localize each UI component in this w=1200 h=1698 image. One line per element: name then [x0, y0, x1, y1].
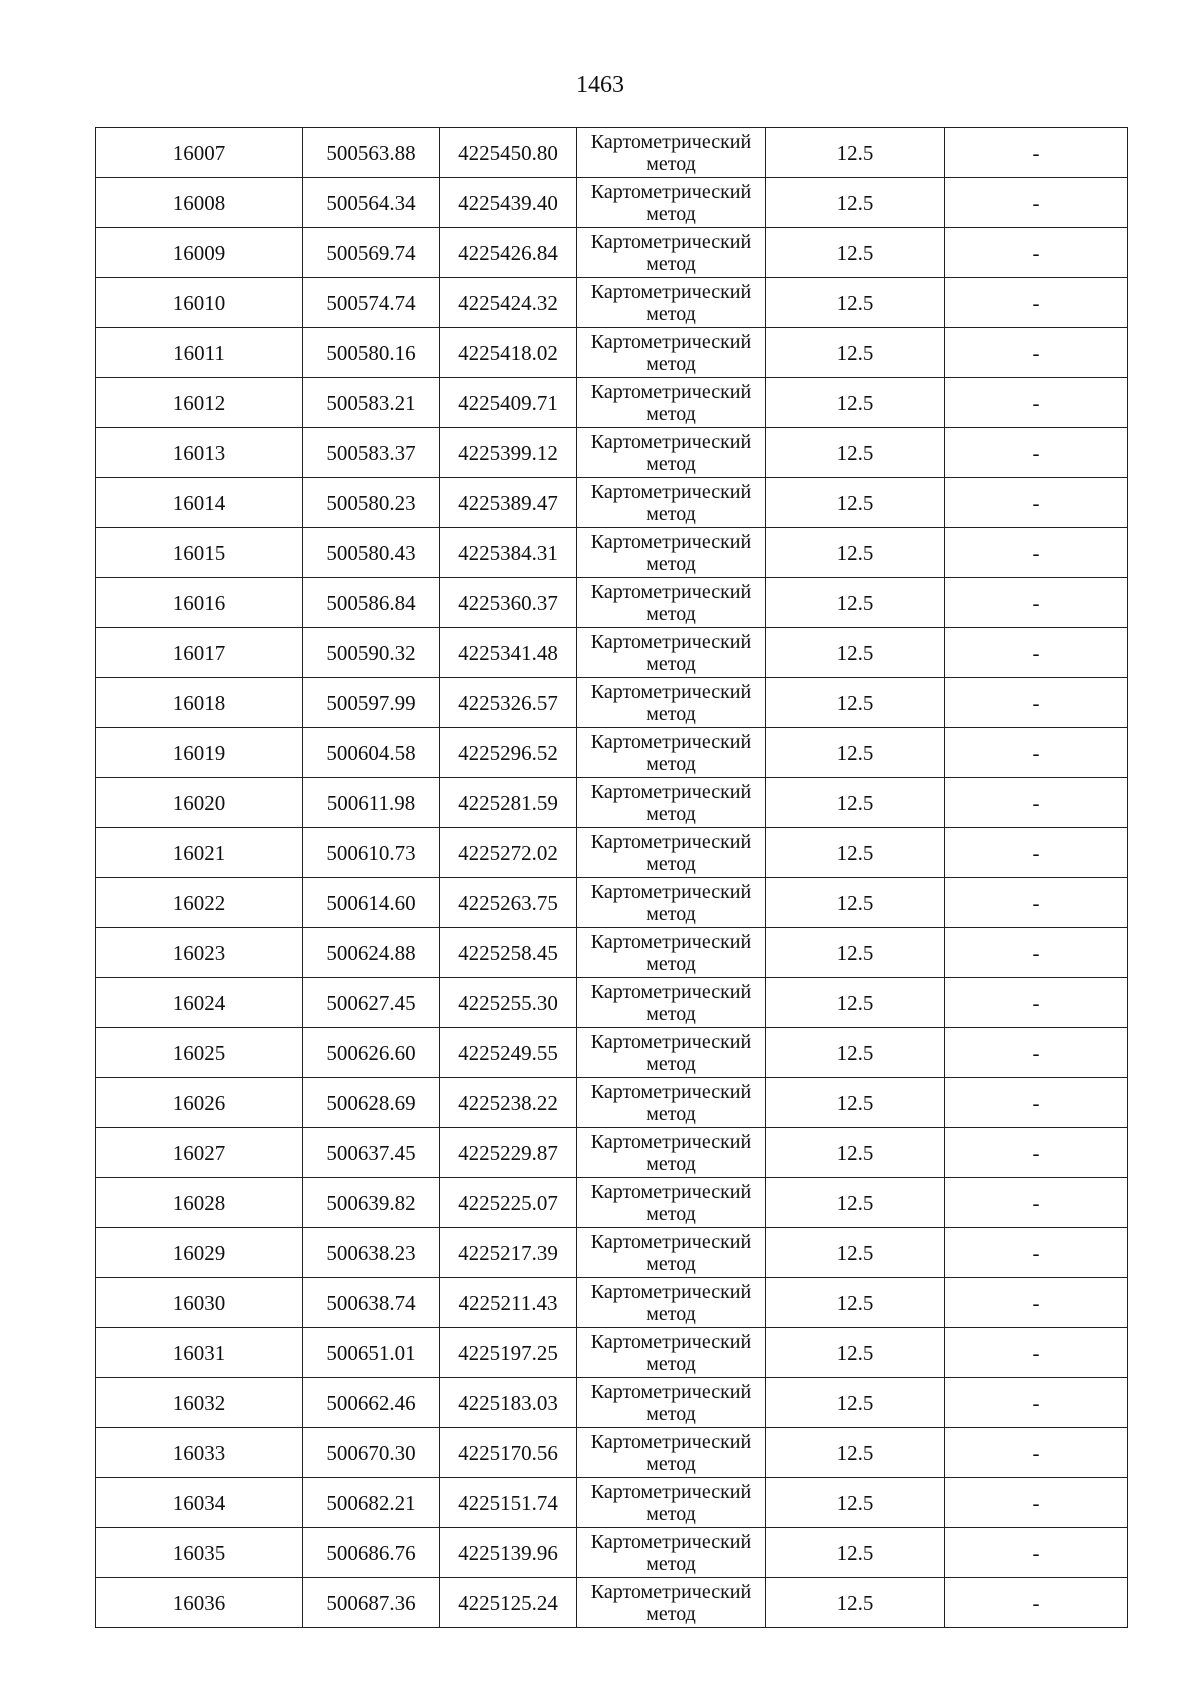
table-row [96, 1328, 1128, 1378]
method-cell [577, 428, 766, 478]
x-coordinate-cell: 500610.73 [303, 828, 440, 878]
point-number-cell: 16034 [96, 1478, 303, 1528]
note-cell: - [945, 1128, 1128, 1178]
table-row [96, 1178, 1128, 1228]
point-number-cell: 16028 [96, 1178, 303, 1228]
point-number-cell: 16030 [96, 1278, 303, 1328]
note-cell: - [945, 178, 1128, 228]
table-row [96, 1478, 1128, 1528]
method-line-2: метод [646, 902, 696, 925]
x-coordinate-cell: 500583.21 [303, 378, 440, 428]
point-number-cell: 16022 [96, 878, 303, 928]
accuracy-cell: 12.5 [766, 228, 945, 278]
table-row [96, 1278, 1128, 1328]
method-line-1: Картометрический [590, 680, 752, 703]
note-cell: - [945, 1078, 1128, 1128]
method-line-2: метод [646, 1052, 696, 1075]
method-line-2: метод [646, 1452, 696, 1475]
method-cell [577, 478, 766, 528]
y-coordinate-cell: 4225418.02 [440, 328, 577, 378]
method-cell [577, 228, 766, 278]
table-row [96, 378, 1128, 428]
method-cell [577, 1178, 766, 1228]
accuracy-cell: 12.5 [766, 1178, 945, 1228]
y-coordinate-cell: 4225255.30 [440, 978, 577, 1028]
method-cell [577, 278, 766, 328]
method-line-2: метод [646, 752, 696, 775]
method-line-2: метод [646, 152, 696, 175]
method-line-2: метод [646, 452, 696, 475]
method-line-2: метод [646, 552, 696, 575]
page-number: 1463 [576, 72, 624, 98]
point-number-cell: 16021 [96, 828, 303, 878]
note-cell: - [945, 928, 1128, 978]
note-cell: - [945, 1328, 1128, 1378]
x-coordinate-cell: 500638.74 [303, 1278, 440, 1328]
note-cell: - [945, 1478, 1128, 1528]
y-coordinate-cell: 4225426.84 [440, 228, 577, 278]
method-line-2: метод [646, 702, 696, 725]
method-cell [577, 978, 766, 1028]
y-coordinate-cell: 4225389.47 [440, 478, 577, 528]
note-cell: - [945, 428, 1128, 478]
y-coordinate-cell: 4225281.59 [440, 778, 577, 828]
accuracy-cell: 12.5 [766, 478, 945, 528]
note-cell: - [945, 1528, 1128, 1578]
x-coordinate-cell: 500627.45 [303, 978, 440, 1028]
method-line-2: метод [646, 1502, 696, 1525]
note-cell: - [945, 1278, 1128, 1328]
y-coordinate-cell: 4225151.74 [440, 1478, 577, 1528]
method-line-1: Картометрический [590, 1380, 752, 1403]
table-row [96, 828, 1128, 878]
note-cell: - [945, 228, 1128, 278]
accuracy-cell: 12.5 [766, 1478, 945, 1528]
method-line-1: Картометрический [590, 280, 752, 303]
table-row [96, 1528, 1128, 1578]
note-cell: - [945, 528, 1128, 578]
table-row [96, 978, 1128, 1028]
table-row [96, 1128, 1128, 1178]
method-line-1: Картометрический [590, 830, 752, 853]
point-number-cell: 16018 [96, 678, 303, 728]
table-row [96, 228, 1128, 278]
method-line-1: Картометрический [590, 1180, 752, 1203]
table-row [96, 778, 1128, 828]
method-cell [577, 778, 766, 828]
method-line-1: Картометрический [590, 1330, 752, 1353]
method-line-2: метод [646, 652, 696, 675]
x-coordinate-cell: 500682.21 [303, 1478, 440, 1528]
point-number-cell: 16035 [96, 1528, 303, 1578]
x-coordinate-cell: 500687.36 [303, 1578, 440, 1628]
accuracy-cell: 12.5 [766, 928, 945, 978]
table-row [96, 678, 1128, 728]
method-line-1: Картометрический [590, 630, 752, 653]
method-cell [577, 678, 766, 728]
x-coordinate-cell: 500580.43 [303, 528, 440, 578]
method-line-1: Картометрический [590, 1580, 752, 1603]
method-cell [577, 728, 766, 778]
point-number-cell: 16016 [96, 578, 303, 628]
y-coordinate-cell: 4225170.56 [440, 1428, 577, 1478]
x-coordinate-cell: 500639.82 [303, 1178, 440, 1228]
accuracy-cell: 12.5 [766, 1028, 945, 1078]
method-line-2: метод [646, 952, 696, 975]
table-row [96, 1428, 1128, 1478]
x-coordinate-cell: 500574.74 [303, 278, 440, 328]
point-number-cell: 16036 [96, 1578, 303, 1628]
method-line-2: метод [646, 202, 696, 225]
method-line-1: Картометрический [590, 1080, 752, 1103]
accuracy-cell: 12.5 [766, 578, 945, 628]
y-coordinate-cell: 4225360.37 [440, 578, 577, 628]
method-line-1: Картометрический [590, 980, 752, 1003]
y-coordinate-cell: 4225439.40 [440, 178, 577, 228]
method-cell [577, 578, 766, 628]
point-number-cell: 16019 [96, 728, 303, 778]
accuracy-cell: 12.5 [766, 1078, 945, 1128]
accuracy-cell: 12.5 [766, 978, 945, 1028]
y-coordinate-cell: 4225258.45 [440, 928, 577, 978]
method-line-1: Картометрический [590, 480, 752, 503]
table-row [96, 578, 1128, 628]
note-cell: - [945, 128, 1128, 178]
table-row [96, 428, 1128, 478]
table-row [96, 178, 1128, 228]
point-number-cell: 16032 [96, 1378, 303, 1428]
accuracy-cell: 12.5 [766, 1578, 945, 1628]
x-coordinate-cell: 500580.16 [303, 328, 440, 378]
method-cell [577, 628, 766, 678]
table-row [96, 478, 1128, 528]
note-cell: - [945, 628, 1128, 678]
x-coordinate-cell: 500651.01 [303, 1328, 440, 1378]
method-line-2: метод [646, 802, 696, 825]
method-line-2: метод [646, 1252, 696, 1275]
y-coordinate-cell: 4225399.12 [440, 428, 577, 478]
note-cell: - [945, 478, 1128, 528]
x-coordinate-cell: 500638.23 [303, 1228, 440, 1278]
method-line-2: метод [646, 252, 696, 275]
note-cell: - [945, 778, 1128, 828]
point-number-cell: 16033 [96, 1428, 303, 1478]
coordinates-table [95, 127, 1128, 1628]
method-line-2: метод [646, 1552, 696, 1575]
method-line-2: метод [646, 852, 696, 875]
x-coordinate-cell: 500564.34 [303, 178, 440, 228]
method-line-2: метод [646, 302, 696, 325]
method-line-1: Картометрический [590, 1230, 752, 1253]
point-number-cell: 16017 [96, 628, 303, 678]
point-number-cell: 16029 [96, 1228, 303, 1278]
point-number-cell: 16007 [96, 128, 303, 178]
method-cell [577, 1478, 766, 1528]
method-line-1: Картометрический [590, 180, 752, 203]
x-coordinate-cell: 500637.45 [303, 1128, 440, 1178]
method-cell [577, 1228, 766, 1278]
table-row [96, 1578, 1128, 1628]
accuracy-cell: 12.5 [766, 1278, 945, 1328]
method-line-1: Картометрический [590, 1130, 752, 1153]
method-cell [577, 1428, 766, 1478]
method-line-1: Картометрический [590, 230, 752, 253]
method-line-2: метод [646, 502, 696, 525]
method-cell [577, 1328, 766, 1378]
x-coordinate-cell: 500569.74 [303, 228, 440, 278]
method-line-1: Картометрический [590, 880, 752, 903]
method-line-1: Картометрический [590, 1480, 752, 1503]
table-row [96, 328, 1128, 378]
method-line-1: Картометрический [590, 330, 752, 353]
note-cell: - [945, 1178, 1128, 1228]
y-coordinate-cell: 4225384.31 [440, 528, 577, 578]
y-coordinate-cell: 4225424.32 [440, 278, 577, 328]
accuracy-cell: 12.5 [766, 328, 945, 378]
note-cell: - [945, 1578, 1128, 1628]
coordinates-table-body [96, 128, 1128, 1628]
y-coordinate-cell: 4225450.80 [440, 128, 577, 178]
point-number-cell: 16011 [96, 328, 303, 378]
method-cell [577, 128, 766, 178]
accuracy-cell: 12.5 [766, 278, 945, 328]
table-row [96, 278, 1128, 328]
x-coordinate-cell: 500628.69 [303, 1078, 440, 1128]
table-row [96, 928, 1128, 978]
table-row [96, 728, 1128, 778]
y-coordinate-cell: 4225263.75 [440, 878, 577, 928]
accuracy-cell: 12.5 [766, 778, 945, 828]
y-coordinate-cell: 4225341.48 [440, 628, 577, 678]
method-line-1: Картометрический [590, 580, 752, 603]
y-coordinate-cell: 4225326.57 [440, 678, 577, 728]
method-line-2: метод [646, 602, 696, 625]
point-number-cell: 16020 [96, 778, 303, 828]
table-row [96, 878, 1128, 928]
x-coordinate-cell: 500686.76 [303, 1528, 440, 1578]
note-cell: - [945, 678, 1128, 728]
table-row [96, 628, 1128, 678]
accuracy-cell: 12.5 [766, 128, 945, 178]
method-line-2: метод [646, 1102, 696, 1125]
method-line-1: Картометрический [590, 1530, 752, 1553]
note-cell: - [945, 328, 1128, 378]
point-number-cell: 16008 [96, 178, 303, 228]
accuracy-cell: 12.5 [766, 628, 945, 678]
method-line-2: метод [646, 1202, 696, 1225]
method-line-1: Картометрический [590, 780, 752, 803]
method-cell [577, 1078, 766, 1128]
method-cell [577, 1378, 766, 1428]
method-cell [577, 528, 766, 578]
table-row [96, 1078, 1128, 1128]
note-cell: - [945, 1028, 1128, 1078]
y-coordinate-cell: 4225139.96 [440, 1528, 577, 1578]
method-line-2: метод [646, 402, 696, 425]
method-cell [577, 1128, 766, 1178]
point-number-cell: 16015 [96, 528, 303, 578]
method-line-1: Картометрический [590, 530, 752, 553]
accuracy-cell: 12.5 [766, 378, 945, 428]
accuracy-cell: 12.5 [766, 1328, 945, 1378]
x-coordinate-cell: 500583.37 [303, 428, 440, 478]
note-cell: - [945, 1428, 1128, 1478]
method-cell [577, 1278, 766, 1328]
accuracy-cell: 12.5 [766, 678, 945, 728]
method-line-1: Картометрический [590, 1280, 752, 1303]
point-number-cell: 16023 [96, 928, 303, 978]
accuracy-cell: 12.5 [766, 1228, 945, 1278]
y-coordinate-cell: 4225183.03 [440, 1378, 577, 1428]
y-coordinate-cell: 4225409.71 [440, 378, 577, 428]
accuracy-cell: 12.5 [766, 1528, 945, 1578]
x-coordinate-cell: 500590.32 [303, 628, 440, 678]
method-cell [577, 828, 766, 878]
accuracy-cell: 12.5 [766, 1428, 945, 1478]
point-number-cell: 16009 [96, 228, 303, 278]
y-coordinate-cell: 4225249.55 [440, 1028, 577, 1078]
point-number-cell: 16012 [96, 378, 303, 428]
point-number-cell: 16026 [96, 1078, 303, 1128]
point-number-cell: 16014 [96, 478, 303, 528]
method-line-2: метод [646, 1002, 696, 1025]
method-line-2: метод [646, 1352, 696, 1375]
method-line-2: метод [646, 352, 696, 375]
y-coordinate-cell: 4225229.87 [440, 1128, 577, 1178]
point-number-cell: 16024 [96, 978, 303, 1028]
y-coordinate-cell: 4225272.02 [440, 828, 577, 878]
y-coordinate-cell: 4225296.52 [440, 728, 577, 778]
point-number-cell: 16013 [96, 428, 303, 478]
method-line-2: метод [646, 1152, 696, 1175]
method-cell [577, 878, 766, 928]
method-cell [577, 328, 766, 378]
note-cell: - [945, 1378, 1128, 1428]
method-line-1: Картометрический [590, 930, 752, 953]
method-line-2: метод [646, 1602, 696, 1625]
method-line-1: Картометрический [590, 1430, 752, 1453]
table-row [96, 528, 1128, 578]
method-cell [577, 1528, 766, 1578]
method-line-2: метод [646, 1302, 696, 1325]
note-cell: - [945, 1228, 1128, 1278]
accuracy-cell: 12.5 [766, 1378, 945, 1428]
method-line-1: Картометрический [590, 130, 752, 153]
point-number-cell: 16025 [96, 1028, 303, 1078]
y-coordinate-cell: 4225225.07 [440, 1178, 577, 1228]
x-coordinate-cell: 500580.23 [303, 478, 440, 528]
method-line-1: Картометрический [590, 730, 752, 753]
method-cell [577, 1028, 766, 1078]
x-coordinate-cell: 500624.88 [303, 928, 440, 978]
accuracy-cell: 12.5 [766, 878, 945, 928]
method-cell [577, 928, 766, 978]
x-coordinate-cell: 500586.84 [303, 578, 440, 628]
table-row [96, 1028, 1128, 1078]
x-coordinate-cell: 500604.58 [303, 728, 440, 778]
method-line-2: метод [646, 1402, 696, 1425]
table-row [96, 128, 1128, 178]
point-number-cell: 16031 [96, 1328, 303, 1378]
table-row [96, 1228, 1128, 1278]
accuracy-cell: 12.5 [766, 428, 945, 478]
note-cell: - [945, 578, 1128, 628]
y-coordinate-cell: 4225217.39 [440, 1228, 577, 1278]
note-cell: - [945, 278, 1128, 328]
y-coordinate-cell: 4225211.43 [440, 1278, 577, 1328]
x-coordinate-cell: 500670.30 [303, 1428, 440, 1478]
x-coordinate-cell: 500563.88 [303, 128, 440, 178]
accuracy-cell: 12.5 [766, 828, 945, 878]
x-coordinate-cell: 500597.99 [303, 678, 440, 728]
method-cell [577, 378, 766, 428]
y-coordinate-cell: 4225238.22 [440, 1078, 577, 1128]
y-coordinate-cell: 4225125.24 [440, 1578, 577, 1628]
note-cell: - [945, 378, 1128, 428]
table-row [96, 1378, 1128, 1428]
note-cell: - [945, 978, 1128, 1028]
accuracy-cell: 12.5 [766, 178, 945, 228]
method-cell [577, 178, 766, 228]
method-line-1: Картометрический [590, 1030, 752, 1053]
point-number-cell: 16010 [96, 278, 303, 328]
method-line-1: Картометрический [590, 380, 752, 403]
x-coordinate-cell: 500662.46 [303, 1378, 440, 1428]
point-number-cell: 16027 [96, 1128, 303, 1178]
accuracy-cell: 12.5 [766, 528, 945, 578]
accuracy-cell: 12.5 [766, 1128, 945, 1178]
x-coordinate-cell: 500614.60 [303, 878, 440, 928]
method-line-1: Картометрический [590, 430, 752, 453]
x-coordinate-cell: 500626.60 [303, 1028, 440, 1078]
note-cell: - [945, 728, 1128, 778]
x-coordinate-cell: 500611.98 [303, 778, 440, 828]
method-cell [577, 1578, 766, 1628]
accuracy-cell: 12.5 [766, 728, 945, 778]
note-cell: - [945, 828, 1128, 878]
y-coordinate-cell: 4225197.25 [440, 1328, 577, 1378]
note-cell: - [945, 878, 1128, 928]
